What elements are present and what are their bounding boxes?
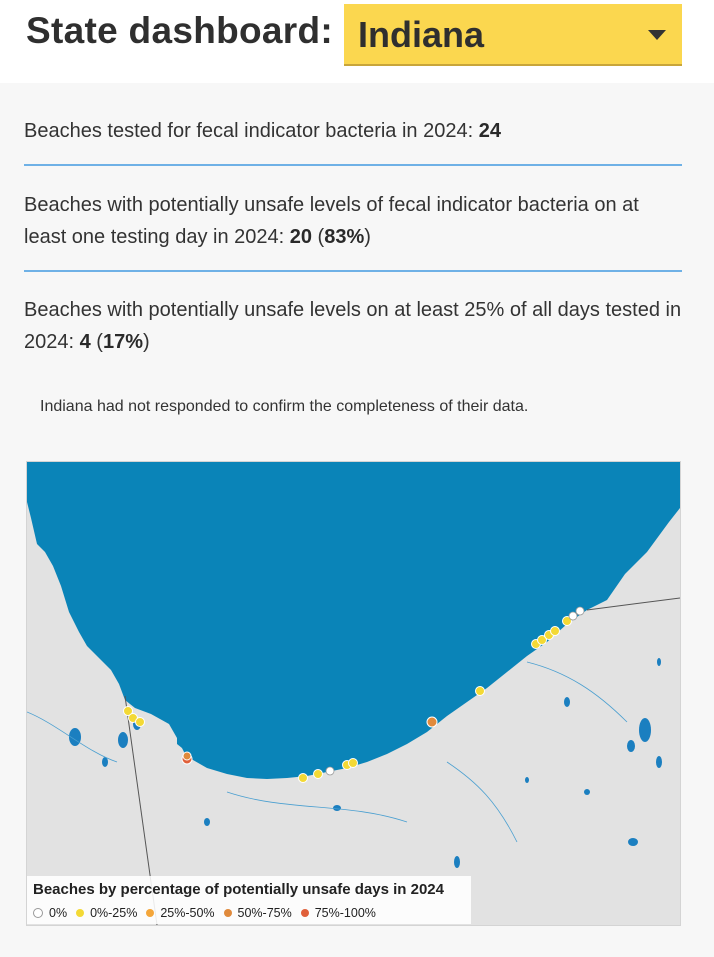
stat-unsafe-25-pct: 17%	[102, 331, 143, 353]
beach-point[interactable]	[551, 627, 560, 636]
legend-label: 25%-50%	[160, 906, 215, 920]
stat-unsafe-25-value: 4	[79, 331, 91, 353]
beach-point[interactable]	[299, 774, 308, 783]
legend-dot-icon	[301, 909, 309, 917]
stat-unsafe-one-label: Beaches with potentially unsafe levels of fecal indicator bacteria on at least one testing day in 2024:	[24, 194, 639, 248]
stat-unsafe-one-value: 20	[289, 226, 312, 248]
page-title: State dashboard:	[26, 10, 334, 51]
legend-label: 0%	[49, 906, 68, 920]
beach-point[interactable]	[183, 752, 191, 760]
stat-unsafe-25: Beaches with potentially unsafe levels on at least 25% of all days tested in 2024: 4 (17%)	[24, 299, 682, 353]
legend-dot-icon	[76, 909, 84, 917]
beach-point[interactable]	[476, 687, 485, 696]
divider	[24, 164, 682, 166]
state-select-value: Indiana	[358, 14, 485, 55]
header	[0, 0, 714, 82]
beach-point[interactable]	[136, 718, 145, 727]
beach-point[interactable]	[427, 717, 437, 727]
map-svg	[27, 462, 680, 925]
state-select[interactable]	[344, 4, 682, 66]
beach-point[interactable]	[576, 607, 584, 615]
stat-unsafe-25-label: Beaches with potentially unsafe levels on at least 25% of all days tested in 2024:	[24, 299, 682, 353]
legend-dot-icon	[224, 909, 232, 917]
beach-point[interactable]	[326, 767, 334, 775]
legend-dot-icon	[33, 908, 43, 918]
legend-title: Beaches by percentage of potentially unsafe days in 2024	[33, 881, 444, 898]
legend-items	[33, 905, 385, 921]
legend-item	[301, 906, 376, 920]
legend-label: 50%-75%	[237, 906, 292, 920]
legend-item	[76, 906, 137, 920]
completeness-note: Indiana had not responded to confirm the completeness of their data.	[40, 398, 529, 415]
stat-tested-label: Beaches tested for fecal indicator bacteria in 2024:	[24, 120, 479, 142]
divider	[24, 270, 682, 272]
legend-dot-icon	[146, 909, 154, 917]
stat-tested-value: 24	[478, 120, 501, 142]
legend-item	[33, 906, 67, 920]
legend-label: 0%-25%	[90, 906, 138, 920]
beach-point[interactable]	[314, 770, 323, 779]
map-legend	[27, 876, 471, 924]
legend-item	[224, 906, 292, 920]
stat-unsafe-one-day: Beaches with potentially unsafe levels of fecal indicator bacteria on at least one testing day in 2024: 20 (83%)	[24, 194, 639, 248]
chevron-down-icon	[648, 30, 666, 40]
stat-tested	[24, 115, 682, 147]
legend-item	[146, 906, 214, 920]
beach-point[interactable]	[349, 759, 358, 768]
beach-point[interactable]	[569, 612, 577, 620]
legend-label: 75%-100%	[314, 906, 376, 920]
stat-unsafe-one-pct: 83%	[324, 226, 365, 248]
beach-map[interactable]	[26, 461, 681, 926]
